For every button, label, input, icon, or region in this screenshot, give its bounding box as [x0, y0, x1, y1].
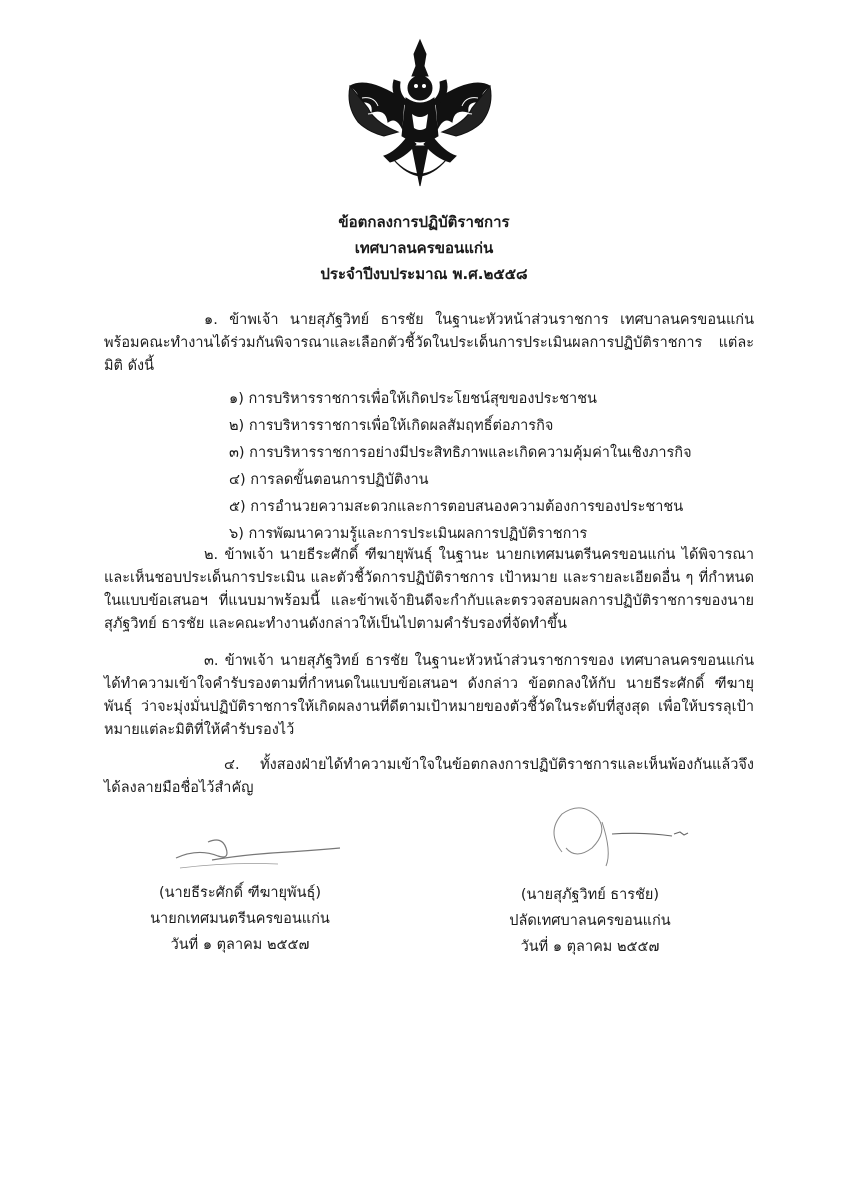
signature-right-image [532, 792, 702, 872]
dimension-list [229, 386, 692, 548]
signer-position: นายกเทศมนตรีนครขอนแก่น [150, 911, 330, 927]
list-item: ๒) การบริหารราชการเพื่อให้เกิดผลสัมฤทธิ์ต่อภารกิจ [229, 418, 554, 434]
signer-name: (นายสุภัฐวิทย์ ธารชัย) [520, 887, 660, 903]
signature-date: วันที่ ๑ ตุลาคม ๒๕๕๗ [520, 939, 660, 955]
list-item: ๖) การพัฒนาความรู้และการประเมินผลการปฏิบัติราชการ [229, 526, 588, 542]
signature-date: วันที่ ๑ ตุลาคม ๒๕๕๗ [170, 937, 310, 953]
signature-block-left [140, 880, 340, 958]
signature-left-image [168, 818, 348, 878]
paragraph-3: ๓. ข้าพเจ้า นายสุภัฐวิทย์ ธารชัย ในฐานะหัวหน้าส่วนราชการของ เทศบาลนครขอนแก่น ได้ทำความเข้าใจคำรับรองตามที่กำหนดในแบบข้อเสนอฯ ดังกล่าว ข้อตกลงให้กับ นายธีระศักดิ์ ฑีฆายุพันธุ์ ว่าจะมุ่งมั่นปฏิบัติราชการให้เกิดผลงานที่ดีตามเป้าหมายของตัวชี้วัดในระดับที่สูงสุด เพื่อให้บรรลุเป้าหมายแต่ละมิติที่ให้คำรับรองไว้ [104, 653, 754, 738]
paragraph-1: ๑. ข้าพเจ้า นายสุภัฐวิทย์ ธารชัย ในฐานะหัวหน้าส่วนราชการ เทศบาลนครขอนแก่น พร้อมคณะทำงานได้ร่วมกันพิจารณาและเลือกตัวชี้วัดในประเด็นการประเมินผลการปฏิบัติราชการ แต่ละมิติ ดังนี้ [104, 312, 754, 374]
paragraph-4: ๔. ทั้งสองฝ่ายได้ทำความเข้าใจในข้อตกลงการปฏิบัติราชการและเห็นพ้องกันแล้วจึงได้ลงลายมือชื่อไว้สำคัญ [104, 757, 754, 796]
signer-position: ปลัดเทศบาลนครขอนแก่น [509, 913, 671, 929]
garuda-emblem-icon [338, 36, 502, 196]
signer-name: (นายธีระศักดิ์ ฑีฆายุพันธุ์) [158, 885, 322, 901]
list-item: ๔) การลดขั้นตอนการปฏิบัติงาน [229, 472, 429, 488]
paragraph-2: ๒. ข้าพเจ้า นายธีระศักดิ์ ฑีฆายุพันธุ์ ในฐานะ นายกเทศมนตรีนครขอนแก่น ได้พิจารณาและเห็นชอบประเด็นการประเมิน และตัวชี้วัดการปฏิบัติราชการ เป้าหมาย และรายละเอียดอื่น ๆ ที่กำหนดในแบบข้อเสนอฯ ที่แนบมาพร้อมนี้ และข้าพเจ้ายินดีจะกำกับและตรวจสอบผลการปฏิบัติราชการของนายสุภัฐวิทย์ ธารชัย และคณะทำงานดังกล่าวให้เป็นไปตามคำรับรองที่จัดทำขึ้น [104, 547, 754, 632]
list-item: ๓) การบริหารราชการอย่างมีประสิทธิภาพและเกิดความคุ้มค่าในเชิงภารกิจ [229, 445, 692, 461]
list-item: ๑) การบริหารราชการเพื่อให้เกิดประโยชน์สุขของประชาชน [229, 391, 597, 407]
fiscal-year: ประจำปีงบประมาณ พ.ศ.๒๕๕๘ [320, 265, 528, 283]
list-item: ๕) การอำนวยความสะดวกและการตอบสนองความต้องการของประชาชน [229, 499, 684, 515]
signature-block-right [480, 880, 700, 960]
document-title: ข้อตกลงการปฏิบัติราชการ [338, 213, 510, 231]
organization-name: เทศบาลนครขอนแก่น [354, 239, 494, 257]
